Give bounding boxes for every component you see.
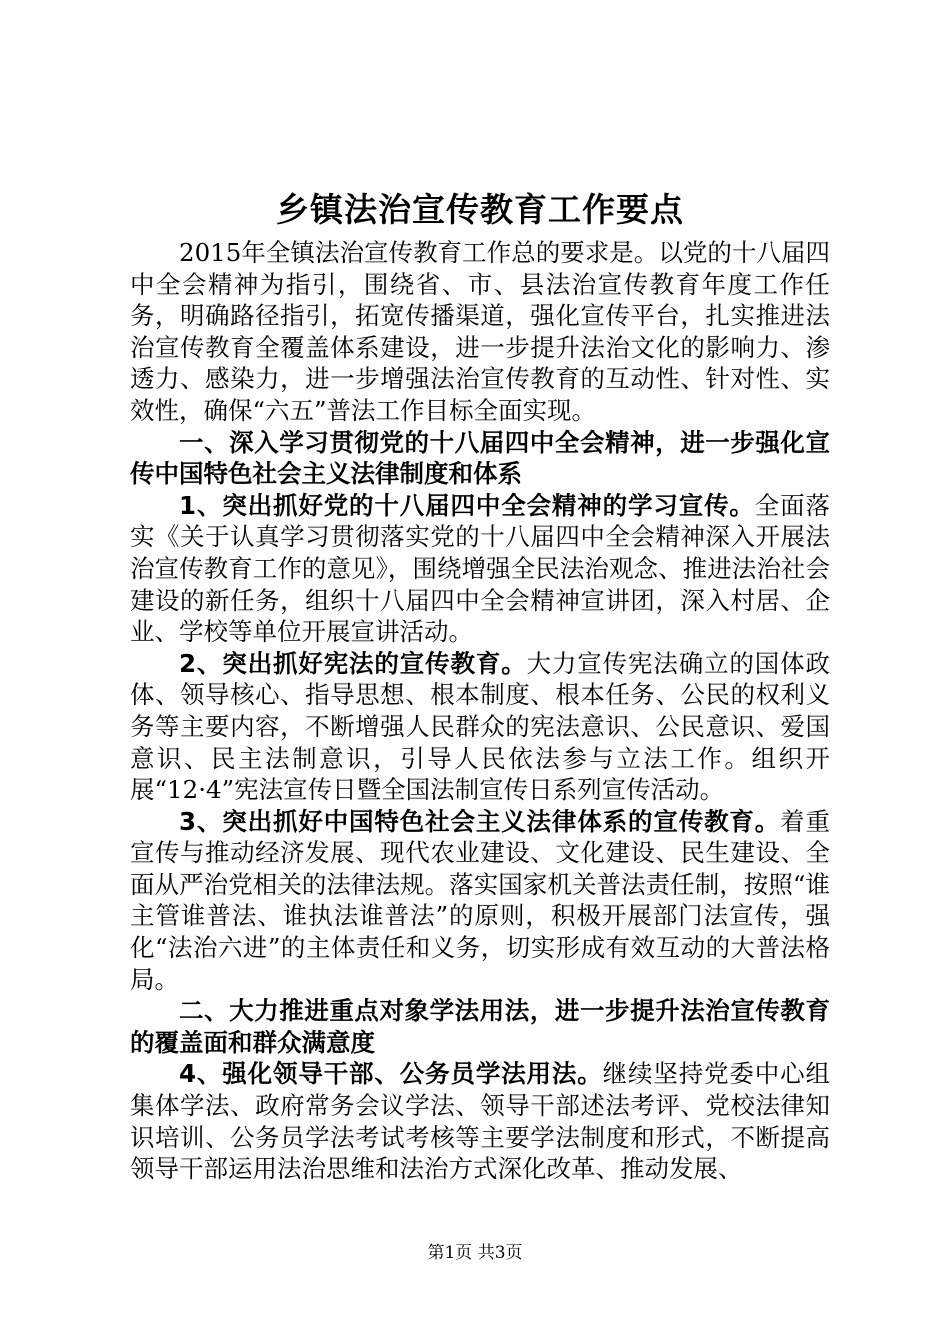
item-paragraph-4 — [130, 1058, 830, 1184]
item-lead-2: 2、突出抓好宪法的宣传教育。 — [179, 648, 527, 678]
intro-paragraph: 2015年全镇法治宣传教育工作总的要求是。以党的十八届四中全会精神为指引，围绕省、市、县法治宣传教育年度工作任务，明确路径指引，拓宽传播渠道，强化宣传平台，扎实推进法治宣传教育全覆盖体系建设，进一步提升法治文化的影响力、渗透力、感染力，进一步增强法治宣传教育的互动性、针对性、实效性，确保“六五”普法工作目标全面实现。 — [130, 238, 830, 425]
document-page — [130, 183, 830, 1185]
item-lead-1: 1、突出抓好党的十八届四中全会精神的学习宣传。 — [179, 490, 755, 520]
item-body-2: 大力宣传宪法确立的国体政体、领导核心、指导思想、根本制度、根本任务、公民的权利义务等主要内容，不断增强人民群众的宪法意识、公民意识、爱国意识、民主法制意识，引导人民依法参与立法工作。组织开展“12·4”宪法宣传日暨全国法制宣传日系列宣传活动。 — [130, 648, 831, 805]
item-lead-4: 4、强化领导干部、公务员学法用法。 — [179, 1059, 603, 1089]
item-paragraph-2 — [130, 648, 830, 806]
item-paragraph-1 — [130, 490, 830, 648]
section-heading-2: 二、大力推进重点对象学法用法，进一步提升法治宣传教育的覆盖面和群众满意度 — [130, 996, 830, 1057]
item-body-1: 全面落实《关于认真学习贯彻落实党的十八届四中全会精神深入开展法治宣传教育工作的意见》，围绕增强全民法治观念、推进法治社会建设的新任务，组织十八届四中全会精神宣讲团，深入村居、企业、学校等单位开展宣讲活动。 — [130, 490, 831, 647]
item-body-4: 继续坚持党委中心组集体学法、政府常务会议学法、领导干部述法考评、党校法律知识培训、公务员学法考试考核等主要学法制度和形式，不断提高领导干部运用法治思维和法治方式深化改革、推动发展、 — [130, 1059, 831, 1184]
item-body-3: 着重宣传与推动经济发展、现代农业建设、文化建设、民生建设、全面从严治党相关的法律法规。落实国家机关普法责任制，按照“谁主管谁普法、谁执法谁普法”的原则，积极开展部门法宣传，强化“法治六进”的主体责任和义务，切实形成有效互动的大普法格局。 — [130, 806, 830, 994]
item-lead-3: 3、突出抓好中国特色社会主义法律体系的宣传教育。 — [179, 806, 781, 836]
page-footer: 第1页 共3页 — [427, 1243, 523, 1263]
item-paragraph-3 — [130, 806, 830, 996]
section-heading-1: 一、深入学习贯彻党的十八届四中全会精神，进一步强化宣传中国特色社会主义法律制度和体系 — [130, 427, 830, 489]
document-title: 乡镇法治宣传教育工作要点 — [276, 190, 684, 229]
